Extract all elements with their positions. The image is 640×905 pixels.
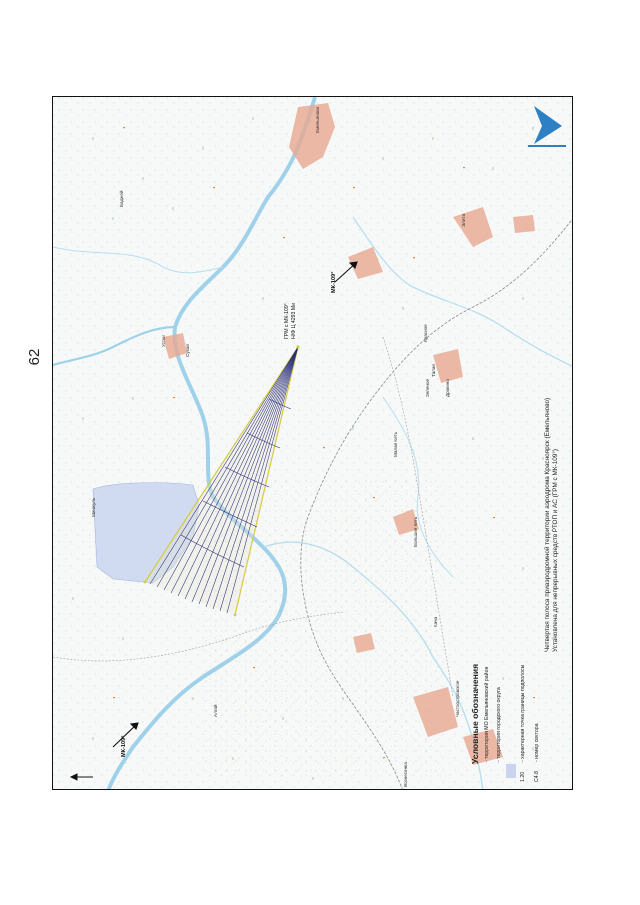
place-label: Талая (431, 364, 436, 377)
map-canvas (53, 97, 573, 790)
legend-item-boundary-point (520, 665, 526, 762)
organization-logo (522, 100, 568, 150)
place-label: Устюг (161, 334, 166, 347)
place-label: Алгай (213, 704, 218, 717)
place-label: Вознесенка (403, 762, 408, 787)
grm-label-line1: ГРМ с МК-109° (284, 303, 290, 339)
sheet-title-line1: Четвертая полоса приаэродромной территории аэродрома Красноярск (Емельяново) (544, 397, 551, 652)
legend-swatch-city (506, 764, 516, 778)
sheet-title-line2: Установлена для непрерывных средств РТОП и АС (ГРМ с МК-109°) (552, 448, 559, 652)
place-label: Элита (461, 213, 466, 227)
legend-symbol-point: 1.20 (520, 771, 526, 782)
legend-item-district (484, 667, 490, 762)
place-label: Большие Кеть (413, 516, 418, 547)
place-label: Баджей (119, 190, 124, 207)
place-label: Сухая (185, 344, 190, 357)
grm-label-line2: Н/Ф Ц 4293 Ми (291, 302, 297, 339)
place-label: Частоостровское (455, 680, 460, 717)
route-label-bottom: МК-109° (121, 735, 127, 757)
legend-item-sector (534, 724, 540, 762)
legend-symbol-sector: С4.8 (534, 771, 540, 782)
legend-label: - номер сектора (534, 723, 540, 762)
legend-label: - территория МО Емельяновский район (484, 666, 490, 762)
place-label: Зеленое (425, 378, 430, 397)
legend-item-city (496, 687, 502, 762)
place-label: Дрокино (445, 379, 450, 397)
place-label: Малая Кеть (393, 431, 398, 457)
route-label-top: МК-109° (331, 271, 337, 293)
place-label: Красное (423, 324, 428, 342)
place-label: Емельяново (315, 106, 320, 133)
legend-label: - характерная точка границы подполосы (520, 664, 526, 762)
page-number: 62 (26, 348, 43, 366)
place-label: Кача (433, 616, 438, 627)
map-frame (52, 96, 573, 790)
legend-title: Условные обозначения (470, 663, 480, 764)
sheet-title (544, 398, 560, 652)
legend-label: - территория городского округа (496, 687, 502, 762)
place-label: Минжуль (91, 497, 96, 517)
